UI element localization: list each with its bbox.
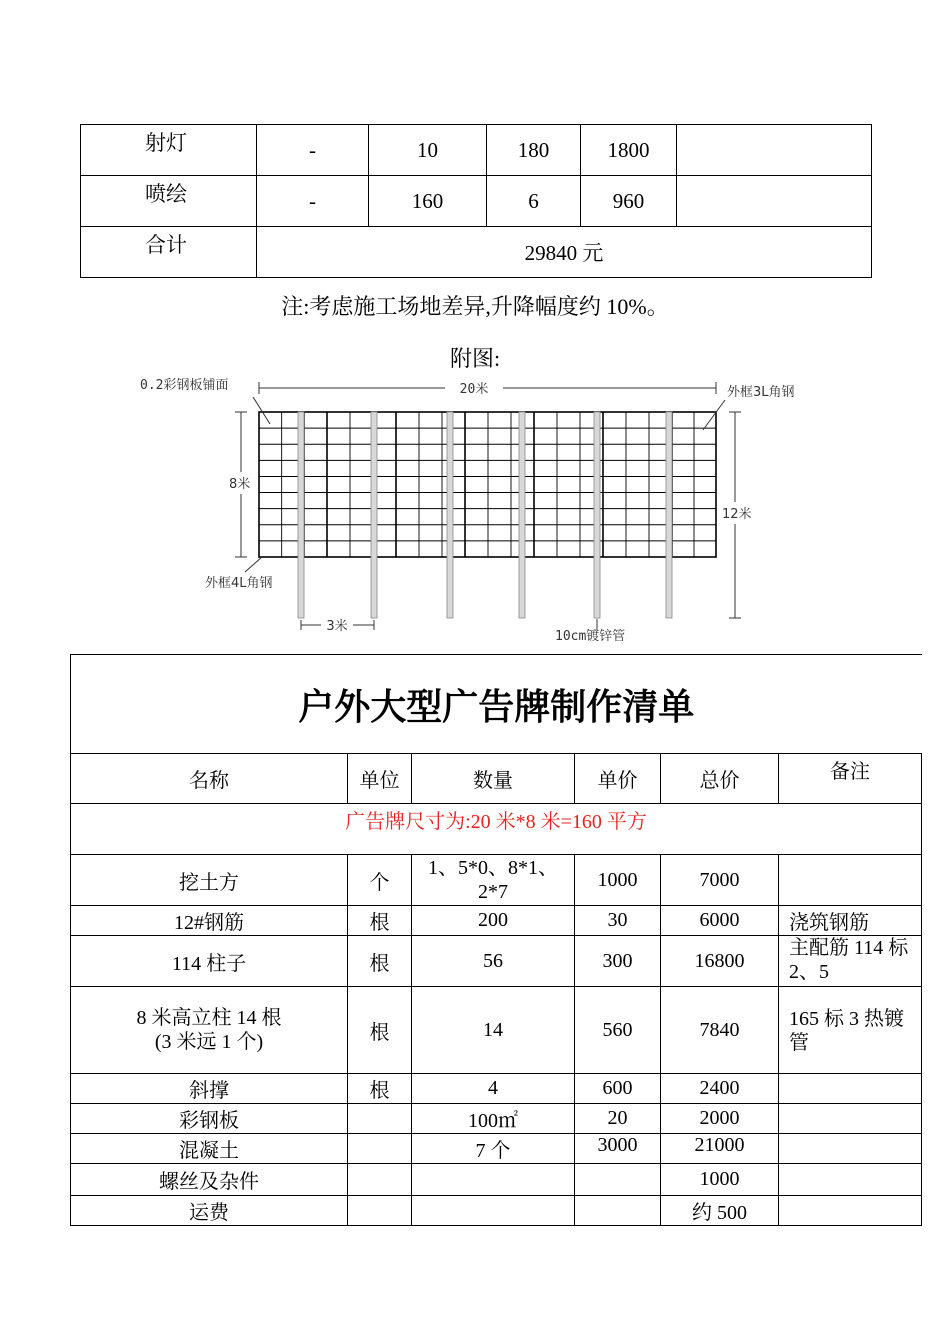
item-remark (779, 1104, 922, 1134)
item-total: 1000 (661, 1164, 779, 1196)
price-note: 注:考虑施工场地差异,升降幅度约 10%。 (281, 294, 669, 319)
billboard-diagram (135, 372, 815, 654)
header-unit: 单位 (348, 754, 412, 804)
item-unit: - (257, 176, 369, 227)
table-row (81, 176, 872, 227)
support-posts (298, 412, 672, 618)
item-unit: 根 (348, 906, 412, 936)
item-unit (348, 1164, 412, 1196)
item-unit (348, 1104, 412, 1134)
table-row (71, 1104, 922, 1134)
item-total: 1800 (581, 125, 677, 176)
support-post (594, 412, 600, 618)
item-qty: 1、5*0、8*1、2*7 (412, 855, 575, 906)
item-name: 12#钢筋 (71, 906, 348, 936)
header-price: 单价 (575, 754, 661, 804)
table-row (71, 1074, 922, 1104)
item-price: 20 (575, 1104, 661, 1134)
item-unit: 根 (348, 987, 412, 1074)
support-post (371, 412, 377, 618)
item-remark (779, 1196, 922, 1226)
item-price: 560 (575, 987, 661, 1074)
title-row (71, 655, 922, 754)
item-price (575, 1164, 661, 1196)
item-total: 2400 (661, 1074, 779, 1104)
item-unit: 个 (348, 855, 412, 906)
table-row (71, 855, 922, 906)
item-name: 彩钢板 (71, 1104, 348, 1134)
item-total: 7000 (661, 855, 779, 906)
item-unit (348, 1134, 412, 1164)
item-name: 挖土方 (71, 855, 348, 906)
item-remark: 浇筑钢筋 (779, 906, 922, 936)
sum-row (81, 227, 872, 278)
support-post (447, 412, 453, 618)
item-total: 16800 (661, 936, 779, 987)
header-row (71, 754, 922, 804)
support-post (298, 412, 304, 618)
outer-frame-3l-label: 外框3L角钢 (727, 385, 795, 400)
item-unit: 根 (348, 936, 412, 987)
item-remark (779, 1134, 922, 1164)
support-post (666, 412, 672, 618)
item-remark: 主配筋 114 标 2、5 (779, 936, 922, 987)
item-name: 8 米高立柱 14 根 (3 米远 1 个) (71, 987, 348, 1074)
item-remark (779, 1074, 922, 1104)
item-remark (677, 176, 872, 227)
billboard-bill-table (70, 654, 922, 1226)
size-note-row (71, 804, 922, 855)
item-total: 2000 (661, 1104, 779, 1134)
item-total: 7840 (661, 987, 779, 1074)
figure-label: 附图: (449, 346, 501, 371)
item-price: 180 (487, 125, 581, 176)
cost-summary-table (80, 124, 872, 278)
item-price: 600 (575, 1074, 661, 1104)
billboard-panel-grid (259, 412, 716, 557)
outer-frame-3l-leader (703, 400, 725, 430)
item-name: 喷绘 (81, 176, 257, 227)
total-height-label: 12米 (722, 507, 752, 522)
item-name: 运费 (71, 1196, 348, 1226)
height-label: 8米 (229, 477, 251, 492)
item-total: 6000 (661, 906, 779, 936)
table-row (71, 936, 922, 987)
table-row (71, 1134, 922, 1164)
item-name: 斜撑 (71, 1074, 348, 1104)
item-qty: 10 (369, 125, 487, 176)
header-total: 总价 (661, 754, 779, 804)
pipe-label: 10cm镀锌管 (555, 629, 626, 644)
spacing-label: 3米 (326, 619, 348, 634)
item-qty: 100㎡ (412, 1104, 575, 1134)
table-row (71, 987, 922, 1074)
item-unit: 根 (348, 1074, 412, 1104)
item-remark (779, 1164, 922, 1196)
outer-frame-4l-label: 外框4L角钢 (205, 576, 273, 591)
table-row (81, 125, 872, 176)
header-name: 名称 (71, 754, 348, 804)
header-qty: 数量 (412, 754, 575, 804)
item-remark: 165 标 3 热镀管 (779, 987, 922, 1074)
item-qty: 56 (412, 936, 575, 987)
item-name: 114 柱子 (71, 936, 348, 987)
size-note: 广告牌尺寸为:20 米*8 米=160 平方 (71, 804, 922, 855)
table-row (71, 1164, 922, 1196)
item-price: 300 (575, 936, 661, 987)
item-price: 6 (487, 176, 581, 227)
item-qty: 14 (412, 987, 575, 1074)
item-total: 960 (581, 176, 677, 227)
item-unit (348, 1196, 412, 1226)
item-qty: 200 (412, 906, 575, 936)
support-post (519, 412, 525, 618)
table-row (71, 906, 922, 936)
sum-value: 29840 元 (257, 227, 872, 278)
item-total: 21000 (661, 1134, 779, 1164)
item-qty: 4 (412, 1074, 575, 1104)
sum-label: 合计 (81, 227, 257, 278)
item-name: 射灯 (81, 125, 257, 176)
item-price: 30 (575, 906, 661, 936)
bill-title: 户外大型广告牌制作清单 (71, 655, 922, 754)
steel-plate-label: 0.2彩钢板铺面 (140, 378, 229, 393)
item-name: 混凝土 (71, 1134, 348, 1164)
item-price (575, 1196, 661, 1226)
item-qty: 160 (369, 176, 487, 227)
item-remark (677, 125, 872, 176)
item-qty (412, 1164, 575, 1196)
item-price: 1000 (575, 855, 661, 906)
item-qty: 7 个 (412, 1134, 575, 1164)
item-price: 3000 (575, 1134, 661, 1164)
outer-frame-4l-leader (245, 557, 262, 572)
item-name: 螺丝及杂件 (71, 1164, 348, 1196)
width-label: 20米 (459, 382, 489, 397)
header-remark: 备注 (779, 754, 922, 804)
item-remark (779, 855, 922, 906)
table-row (71, 1196, 922, 1226)
item-total: 约 500 (661, 1196, 779, 1226)
item-unit: - (257, 125, 369, 176)
item-qty (412, 1196, 575, 1226)
steel-plate-leader (253, 397, 270, 424)
